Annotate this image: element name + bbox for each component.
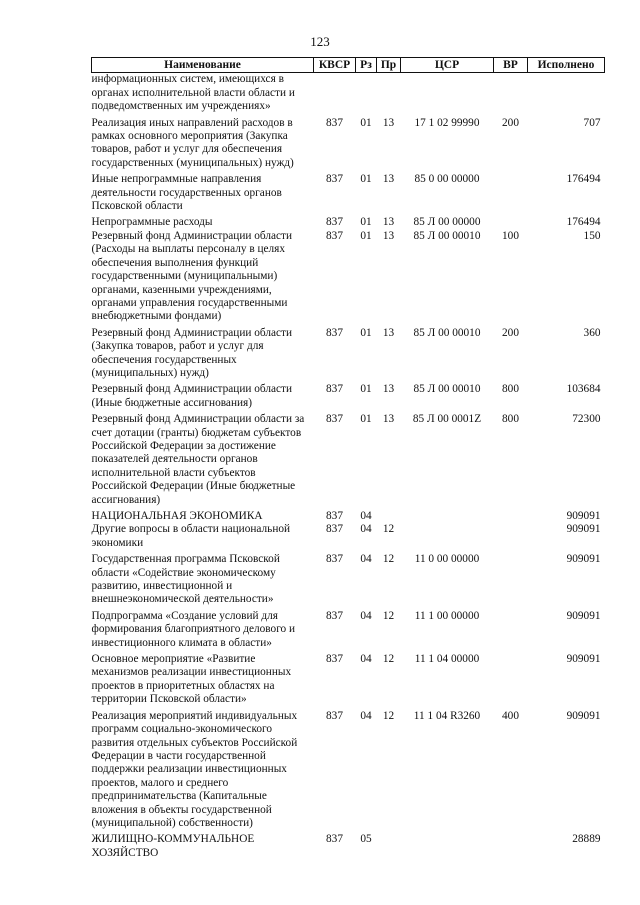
row-rz: 01	[360, 116, 372, 129]
row-rz: 04	[360, 523, 372, 536]
row-kvsr: 837	[326, 216, 343, 229]
table-row	[92, 173, 605, 216]
column-header-csr: ЦСР	[401, 58, 494, 73]
row-sum: 909091	[566, 609, 601, 622]
row-pr: 12	[382, 653, 395, 666]
row-vr	[494, 216, 528, 229]
table-row	[92, 710, 605, 834]
row-rz: 04	[360, 510, 372, 522]
row-sum	[528, 73, 605, 117]
row-sum: 707	[583, 116, 601, 129]
row-csr: 85 Л 00 0001Z	[412, 413, 482, 426]
row-vr	[494, 833, 528, 860]
row-kvsr: 837	[326, 523, 343, 536]
row-vr: 200	[502, 116, 519, 129]
budget-table	[91, 57, 605, 860]
row-name: Резервный фонд Администрации области (Иные бюджетные ассигнования)	[91, 383, 293, 409]
row-sum: 909091	[566, 553, 601, 566]
row-csr	[401, 73, 494, 117]
table-row	[92, 523, 605, 553]
row-rz: 01	[360, 173, 372, 186]
table-row	[92, 553, 605, 610]
row-vr: 100	[502, 229, 519, 242]
row-rz: 04	[360, 653, 372, 666]
row-sum: 103684	[566, 383, 601, 396]
column-header-name: Наименование	[92, 58, 314, 73]
table-row	[92, 73, 605, 117]
row-sum: 72300	[572, 413, 601, 426]
row-rz: 01	[360, 216, 372, 229]
row-pr: 13	[382, 229, 395, 242]
row-pr: 13	[382, 326, 395, 339]
row-rz: 05	[360, 833, 372, 846]
row-csr: 85 Л 00 00010	[413, 229, 481, 242]
row-rz: 01	[360, 326, 372, 339]
row-name: Основное мероприятие «Развитие механизмов реализации инвестиционных проектов в приоритетных областях на территории Псковской области»	[91, 653, 292, 706]
row-name: Резервный фонд Администрации области (Расходы на выплаты персоналу в целях обеспечения выполнения функций государственными (муниципальными) органами, казенными учреждениями, органами управления государственными внебюджетными фондами)	[91, 229, 293, 323]
row-kvsr: 837	[326, 413, 343, 426]
row-csr	[401, 833, 494, 860]
row-vr	[494, 73, 528, 117]
row-name: Реализация иных направлений расходов в рамках основного мероприятия (Закупка товаров, работ и услуг для обеспечения государственных (муниципальных) нужд)	[91, 116, 294, 169]
row-pr: 13	[382, 383, 395, 396]
row-vr: 800	[502, 413, 519, 426]
row-name: Другие вопросы в области национальной экономики	[91, 523, 291, 549]
table-header-row	[92, 58, 605, 73]
row-name: Резервный фонд Администрации области за счет дотации (гранты) бюджетам субъектов Российской Федерации за достижение показателей деятельности органов исполнительной власти субъектов Российской Федерации (Иные бюджетные ассигнования)	[91, 413, 305, 506]
row-rz: 01	[360, 229, 372, 242]
row-rz: 04	[360, 609, 372, 622]
row-csr: 11 1 04 00000	[414, 653, 480, 666]
column-header-pr: Пр	[377, 58, 401, 73]
row-sum: 909091	[566, 709, 601, 722]
table-row	[92, 653, 605, 710]
row-name: Резервный фонд Администрации области (Закупка товаров, работ и услуг для обеспечения государственных (муниципальных) нужд)	[91, 326, 293, 379]
column-header-sum: Исполнено	[528, 58, 605, 73]
row-rz	[356, 73, 377, 117]
table-row	[92, 610, 605, 653]
row-pr: 12	[382, 709, 395, 722]
row-vr	[494, 553, 528, 610]
row-csr: 85 Л 00 00000	[413, 216, 481, 229]
table-row	[92, 413, 605, 510]
row-rz: 04	[360, 709, 372, 722]
row-name: НАЦИОНАЛЬНАЯ ЭКОНОМИКА	[91, 510, 263, 522]
row-vr: 400	[502, 709, 519, 722]
row-pr: 12	[382, 523, 395, 536]
column-header-kvsr: КВСР	[314, 58, 356, 73]
row-sum: 360	[583, 326, 601, 339]
table-row	[92, 510, 605, 523]
row-kvsr: 837	[326, 116, 343, 129]
row-name: информационных систем, имеющихся в органах исполнительной власти области и подведомственных им учреждениях»	[91, 73, 295, 113]
row-kvsr: 837	[326, 383, 343, 396]
row-csr: 11 1 04 R3260	[413, 709, 481, 722]
table-row	[92, 833, 605, 860]
table-row	[92, 216, 605, 229]
row-csr	[401, 510, 494, 523]
row-name: Реализация мероприятий индивидуальных программ социально-экономического развития отдельных субъектов Российской Федерации в части государственной поддержки реализации инвестиционных проектов, малого и среднего предпринимательства (Капитальные вложения в объекты государственной (муниципальной) собственности)	[91, 709, 298, 829]
row-pr: 13	[382, 116, 395, 129]
column-header-vr: ВР	[494, 58, 528, 73]
row-sum: 909091	[566, 523, 601, 536]
page-number: 123	[310, 34, 330, 49]
row-pr	[377, 73, 401, 117]
row-pr: 13	[382, 216, 395, 229]
row-kvsr: 837	[326, 553, 343, 566]
column-header-rz: Рз	[356, 58, 377, 73]
row-name: Иные непрограммные направления деятельности государственных органов Псковской области	[91, 173, 282, 213]
table-row	[92, 230, 605, 327]
row-rz: 01	[360, 383, 372, 396]
table-row	[92, 327, 605, 384]
row-pr: 12	[382, 609, 395, 622]
row-csr	[401, 523, 494, 553]
row-sum: 176494	[566, 173, 601, 186]
row-kvsr: 837	[326, 833, 343, 846]
row-vr: 800	[502, 383, 519, 396]
row-kvsr: 837	[326, 609, 343, 622]
row-pr: 13	[382, 413, 395, 426]
row-rz: 04	[360, 553, 372, 566]
row-sum: 909091	[566, 653, 601, 666]
row-pr	[377, 510, 401, 523]
row-kvsr: 837	[326, 326, 343, 339]
row-sum: 28889	[572, 833, 601, 846]
row-kvsr: 837	[326, 653, 343, 666]
row-sum: 909091	[566, 510, 601, 522]
row-pr: 12	[382, 553, 395, 566]
row-csr: 11 0 00 00000	[414, 553, 480, 566]
row-vr	[494, 523, 528, 553]
row-kvsr: 837	[326, 173, 343, 186]
row-name: Подпрограмма «Создание условий для формирования благоприятного делового и инвестиционного климата в области»	[91, 609, 296, 649]
table-row	[92, 117, 605, 174]
row-kvsr	[314, 73, 356, 117]
row-csr: 85 Л 00 00010	[413, 383, 481, 396]
row-vr: 200	[502, 326, 519, 339]
row-sum: 150	[583, 229, 601, 242]
row-name: ЖИЛИЩНО-КОММУНАЛЬНОЕ ХОЗЯЙСТВО	[91, 833, 255, 859]
row-vr	[494, 510, 528, 523]
row-csr: 85 Л 00 00010	[413, 326, 481, 339]
row-pr	[377, 833, 401, 860]
table-row	[92, 383, 605, 413]
row-vr	[494, 653, 528, 710]
row-name: Непрограммные расходы	[91, 216, 213, 229]
row-csr: 17 1 02 99990	[414, 116, 480, 129]
row-kvsr: 837	[326, 229, 343, 242]
row-kvsr: 837	[326, 709, 343, 722]
row-name: Государственная программа Псковской области «Содействие экономическому развитию, инвестиционной и внешнеэкономической деятельности»	[91, 553, 280, 606]
row-pr: 13	[382, 173, 395, 186]
row-kvsr: 837	[326, 510, 343, 522]
row-sum: 176494	[566, 216, 601, 229]
row-vr	[494, 173, 528, 216]
row-rz: 01	[360, 413, 372, 426]
row-csr: 85 0 00 00000	[414, 173, 480, 186]
row-csr: 11 1 00 00000	[414, 609, 480, 622]
row-vr	[494, 610, 528, 653]
